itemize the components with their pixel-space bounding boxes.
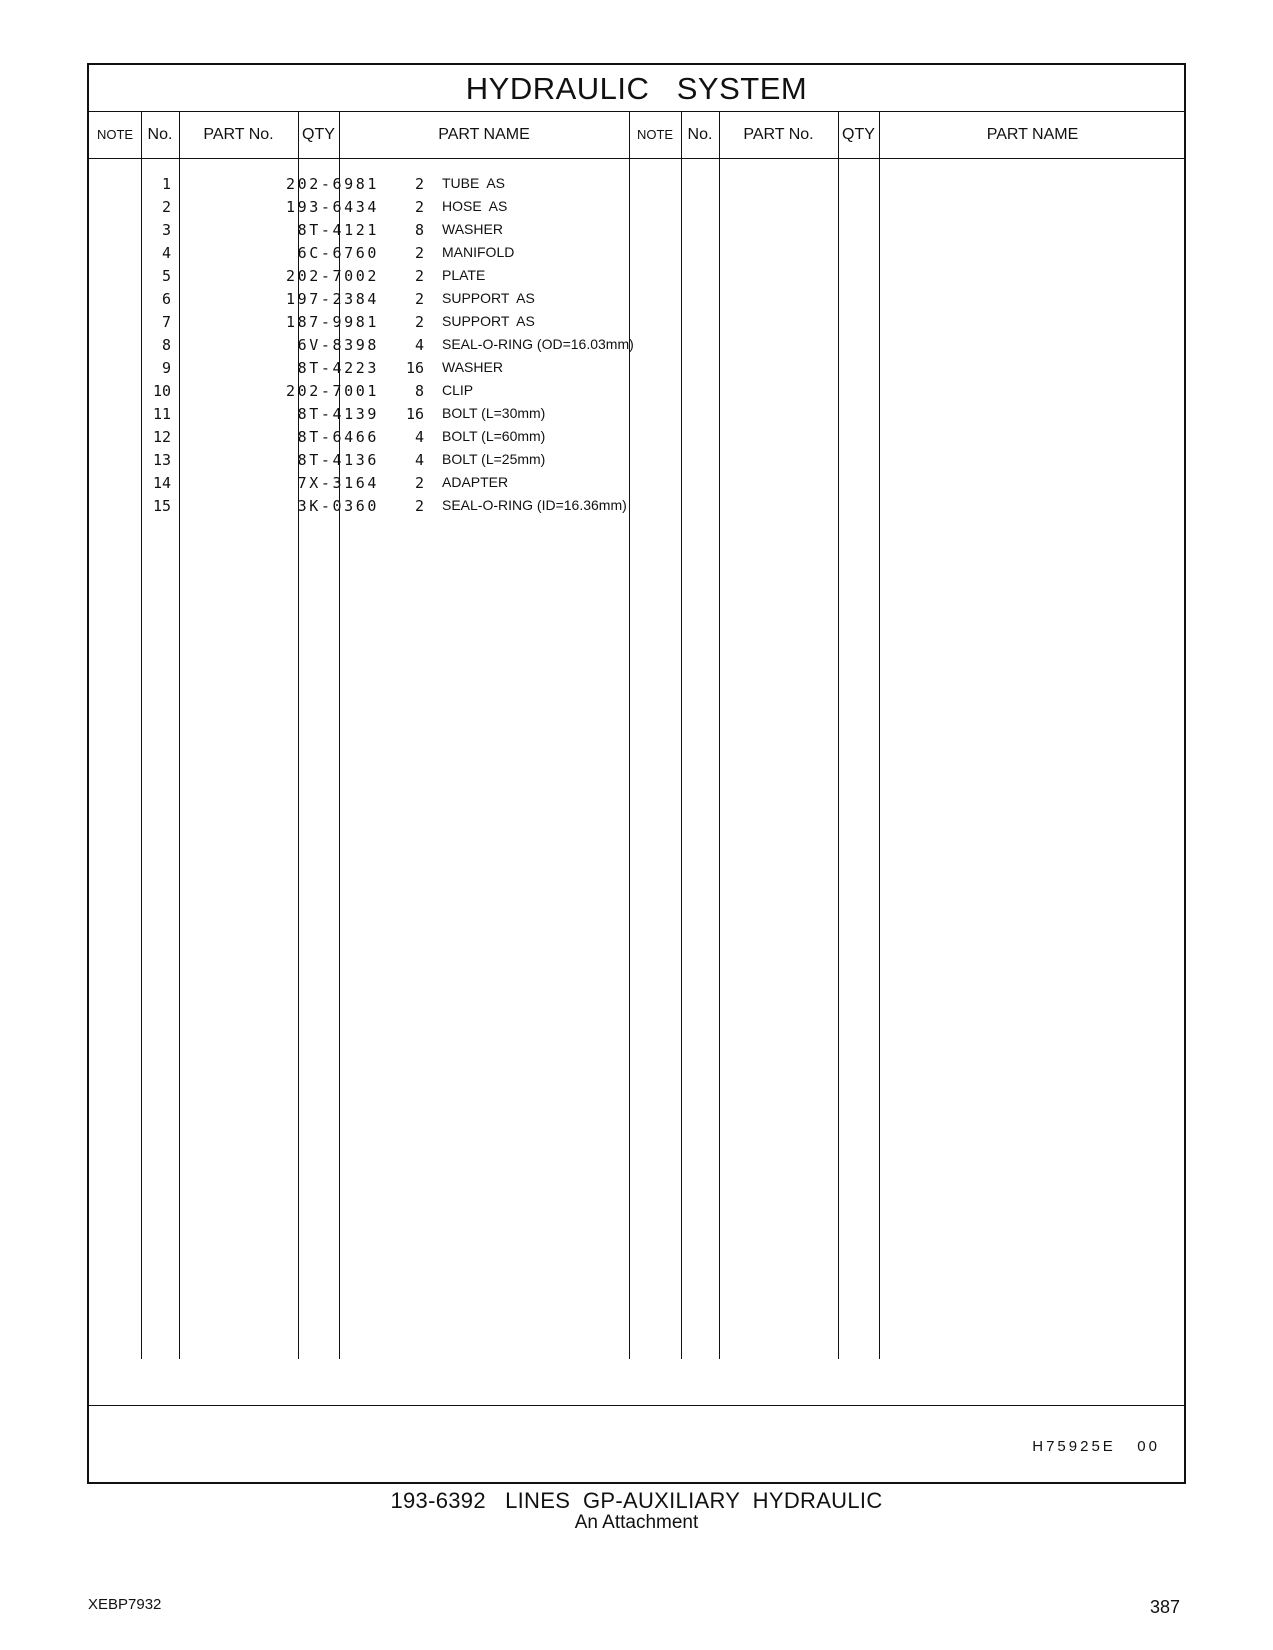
- part-name: SUPPORT AS: [442, 290, 535, 306]
- document-id: XEBP7932: [88, 1596, 162, 1613]
- table-row: [89, 173, 1184, 196]
- row-number: 12: [152, 428, 171, 446]
- part-name: MANIFOLD: [442, 244, 515, 260]
- part-number: 202-7001: [285, 382, 379, 400]
- row-number: 9: [161, 359, 171, 377]
- row-number: 11: [152, 405, 171, 423]
- quantity: 4: [414, 451, 424, 469]
- table-row: [89, 472, 1184, 495]
- header-note-right: NOTE: [636, 127, 674, 142]
- table-row: [89, 449, 1184, 472]
- header-qty-left: QTY: [302, 126, 335, 143]
- quantity: 2: [414, 198, 424, 216]
- table-row: [89, 495, 1184, 518]
- part-number: 7X-3164: [297, 474, 379, 492]
- part-name: CLIP: [442, 382, 474, 398]
- table-row: [89, 242, 1184, 265]
- row-number: 6: [161, 290, 171, 308]
- row-number: 8: [161, 336, 171, 354]
- part-number: 193-6434: [285, 198, 379, 216]
- row-number: 10: [152, 382, 171, 400]
- row-number: 13: [152, 451, 171, 469]
- quantity: 8: [414, 221, 424, 239]
- header-qty-right: QTY: [842, 126, 875, 143]
- header-note-left: NOTE: [96, 127, 134, 142]
- table-header-row: [89, 112, 1184, 159]
- row-number: 5: [161, 267, 171, 285]
- quantity: 4: [414, 336, 424, 354]
- table-row: [89, 426, 1184, 449]
- row-number: 15: [152, 497, 171, 515]
- table-row: [89, 403, 1184, 426]
- table-row: [89, 334, 1184, 357]
- header-no-right: No.: [687, 126, 713, 143]
- part-number: 8T-4121: [297, 221, 379, 239]
- quantity: 2: [414, 290, 424, 308]
- drawing-reference-code: H75925E 00: [1032, 1438, 1160, 1455]
- group-caption-subtitle: An Attachment: [574, 1512, 699, 1533]
- part-number: 202-6981: [285, 175, 379, 193]
- quantity: 2: [414, 313, 424, 331]
- part-name: WASHER: [442, 359, 503, 375]
- part-name: BOLT (L=25mm): [442, 451, 546, 467]
- part-name: BOLT (L=30mm): [442, 405, 546, 421]
- table-row: [89, 288, 1184, 311]
- part-name: WASHER: [442, 221, 503, 237]
- page-number: 387: [1150, 1597, 1181, 1617]
- table-row: [89, 265, 1184, 288]
- part-name: PLATE: [442, 267, 486, 283]
- table-title: HYDRAULIC SYSTEM: [89, 65, 1184, 112]
- part-name: TUBE AS: [442, 175, 506, 191]
- header-part-name-right: PART NAME: [986, 126, 1079, 143]
- header-no-left: No.: [147, 126, 173, 143]
- quantity: 2: [414, 244, 424, 262]
- quantity: 4: [414, 428, 424, 446]
- quantity: 2: [414, 267, 424, 285]
- part-number: 8T-4223: [297, 359, 379, 377]
- part-number: 187-9981: [285, 313, 379, 331]
- table-row: [89, 311, 1184, 334]
- parts-table-frame: [87, 63, 1186, 1484]
- quantity: 8: [414, 382, 424, 400]
- part-number: 3K-0360: [297, 497, 379, 515]
- quantity: 2: [414, 474, 424, 492]
- table-row: [89, 219, 1184, 242]
- header-part-no-right: PART No.: [743, 126, 814, 143]
- part-name: SUPPORT AS: [442, 313, 535, 329]
- part-number: 8T-4139: [297, 405, 379, 423]
- row-number: 3: [161, 221, 171, 239]
- part-name: ADAPTER: [442, 474, 509, 490]
- part-number: 6V-8398: [297, 336, 379, 354]
- part-name: SEAL-O-RING (ID=16.36mm): [442, 497, 627, 513]
- quantity: 16: [405, 405, 424, 423]
- table-row: [89, 196, 1184, 219]
- row-number: 7: [161, 313, 171, 331]
- group-caption-title: 193-6392 LINES GP-AUXILIARY HYDRAULIC: [390, 1488, 883, 1513]
- part-name: BOLT (L=60mm): [442, 428, 546, 444]
- part-number: 197-2384: [285, 290, 379, 308]
- part-number: 8T-6466: [297, 428, 379, 446]
- header-part-no-left: PART No.: [203, 126, 274, 143]
- part-name: SEAL-O-RING (OD=16.03mm): [442, 336, 634, 352]
- table-row: [89, 357, 1184, 380]
- part-name: HOSE AS: [442, 198, 508, 214]
- row-number: 2: [161, 198, 171, 216]
- quantity: 2: [414, 175, 424, 193]
- table-row: [89, 380, 1184, 403]
- row-number: 1: [161, 175, 171, 193]
- part-number: 8T-4136: [297, 451, 379, 469]
- quantity: 16: [405, 359, 424, 377]
- quantity: 2: [414, 497, 424, 515]
- row-number: 4: [161, 244, 171, 262]
- table-body-bottom-rule: [89, 1405, 1184, 1406]
- header-part-name-left: PART NAME: [438, 126, 530, 143]
- part-number: 6C-6760: [297, 244, 379, 262]
- part-number: 202-7002: [285, 267, 379, 285]
- row-number: 14: [152, 474, 171, 492]
